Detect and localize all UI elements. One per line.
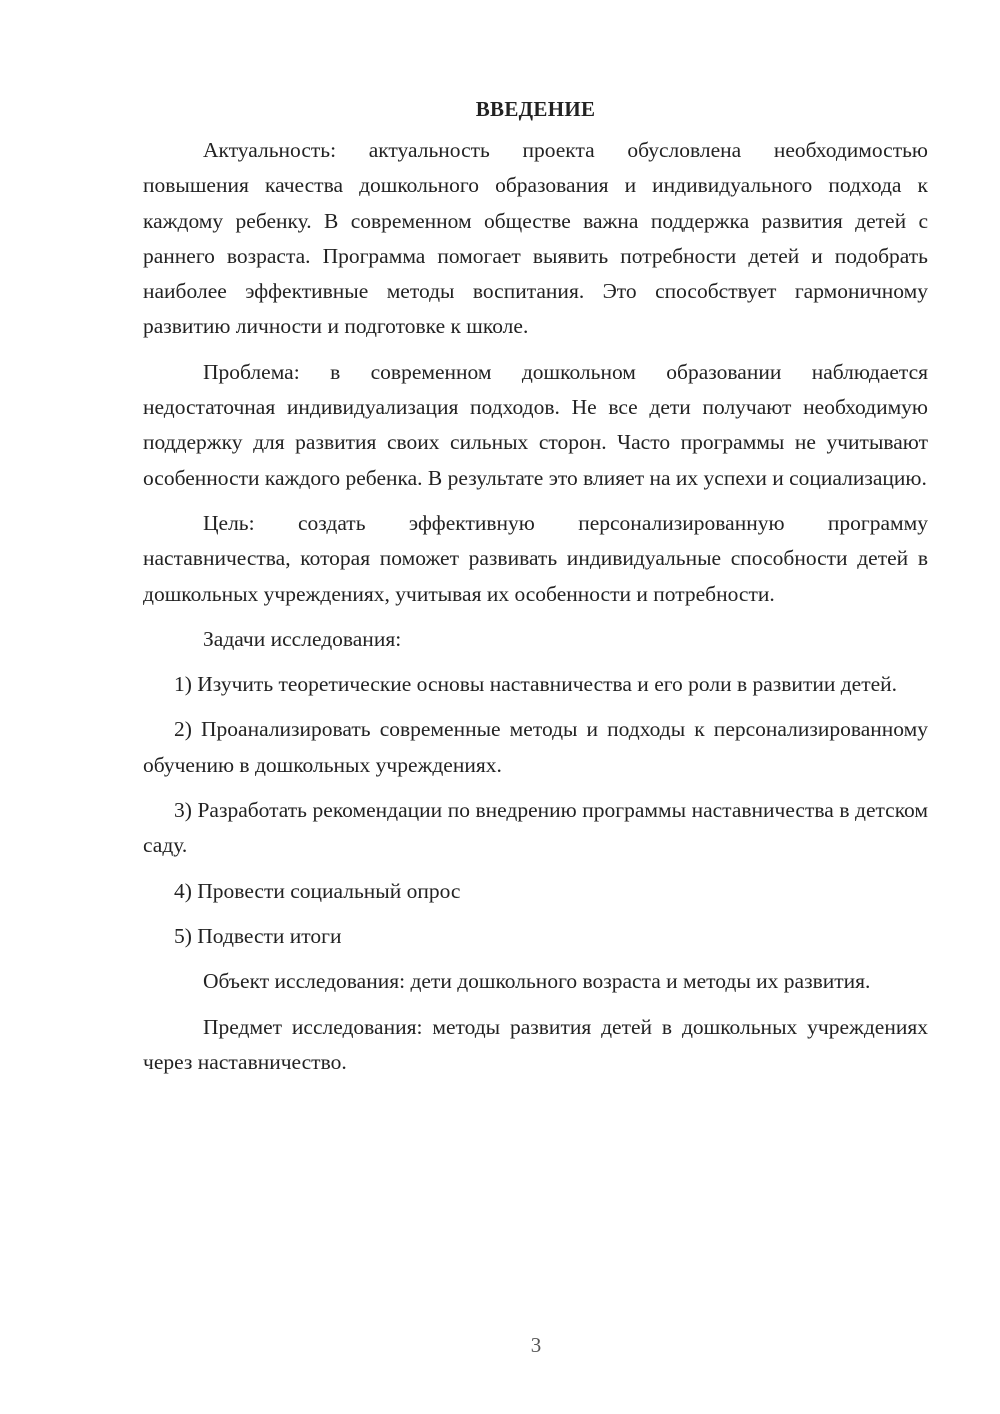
goal-paragraph: Цель: создать эффективную персонализированную программу наставничества, которая поможет развивать индивидуальные способности детей в дошкольных учреждениях, учитывая их особенности и потребности. [143,510,928,606]
relevance-paragraph: Актуальность: актуальность проекта обусловлена необходимостью повышения качества дошкольного образования и индивидуального подхода к каждому ребенку. В современном обществе важна поддержка развития детей с раннего возраста. Программа помогает выявить потребности детей и подобрать наиболее эффективные методы воспитания. Это способствует гармоничному развитию личности и подготовке к школе. [143,138,928,339]
document-page [143,92,928,1090]
task-item-5: 5) Подвести итоги [174,923,342,948]
task-item-3: 3) Разработать рекомендации по внедрению программы наставничества в детском саду. [143,798,928,858]
object-paragraph: Объект исследования: дети дошкольного возраста и методы их развития. [203,969,871,994]
task-item-2: 2) Проанализировать современные методы и подходы к персонализированному обучению в дошкольных учреждениях. [143,717,928,777]
problem-paragraph: Проблема: в современном дошкольном образовании наблюдается недостаточная индивидуализация подходов. Не все дети получают необходимую поддержку для развития своих сильных сторон. Часто программы не учитывают особенности каждого ребенка. В результате это влияет на их успехи и социализацию. [143,359,928,490]
task-item-4: 4) Провести социальный опрос [174,878,461,903]
section-heading: ВВЕДЕНИЕ [475,97,596,121]
tasks-intro: Задачи исследования: [203,626,402,651]
page-number: 3 [530,1333,542,1357]
subject-paragraph: Предмет исследования: методы развития детей в дошкольных учреждениях через наставничество. [143,1014,928,1074]
task-item-1: 1) Изучить теоретические основы наставничества и его роли в развитии детей. [174,672,898,697]
